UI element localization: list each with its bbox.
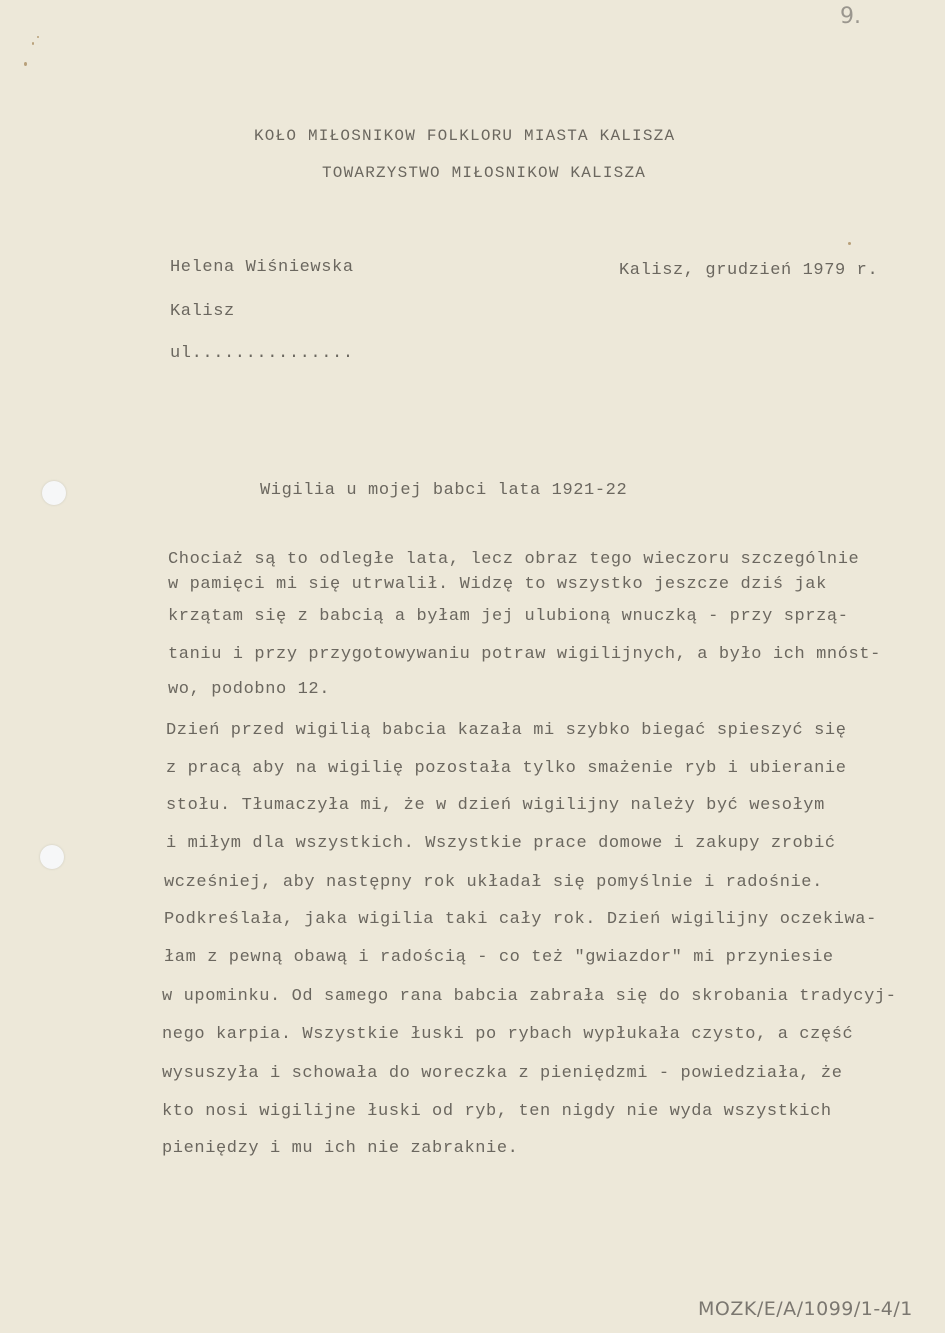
sender-name: Helena Wiśniewska [170, 258, 354, 277]
body-line: stołu. Tłumaczyła mi, że w dzień wigilijny należy być wesołym [166, 796, 825, 815]
body-line: w upominku. Od samego rana babcia zabrała się do skrobania tradycyj- [162, 987, 897, 1006]
paper-speck [848, 242, 851, 245]
body-line: w pamięci mi się utrwalił. Widzę to wszystko jeszcze dziś jak [168, 575, 827, 594]
punch-hole-top [42, 481, 66, 505]
sender-city: Kalisz [170, 302, 235, 321]
body-line: łam z pewną obawą i radością - co też "gwiazdor" mi przyniesie [164, 948, 834, 967]
body-line: taniu i przy przygotowywaniu potraw wigilijnych, a było ich mnóst- [168, 645, 881, 664]
body-line: i miłym dla wszystkich. Wszystkie prace domowe i zakupy zrobić [166, 834, 836, 853]
body-line: Podkreślała, jaka wigilia taki cały rok. Dzień wigilijny oczekiwa- [164, 910, 877, 929]
body-line: kto nosi wigilijne łuski od ryb, ten nigdy nie wyda wszystkich [162, 1102, 832, 1121]
punch-hole-bottom [40, 845, 64, 869]
body-line: wysuszyła i schowała do woreczka z pieniędzmi - powiedziała, że [162, 1064, 843, 1083]
body-line: Chociaż są to odległe lata, lecz obraz tego wieczoru szczególnie [168, 550, 860, 569]
paper-speck [24, 62, 27, 66]
body-line: krzątam się z babcią a byłam jej ulubioną wnuczką - przy sprzą- [168, 607, 849, 626]
sender-street: ul............... [170, 344, 354, 363]
body-line: wo, podobno 12. [168, 680, 331, 699]
body-line: pieniędzy i mu ich nie zabraknie. [162, 1139, 519, 1158]
document-title: Wigilia u mojej babci lata 1921-22 [260, 481, 628, 500]
place-date: Kalisz, grudzień 1979 r. [619, 261, 879, 280]
archive-signature: MOZK/E/A/1099/1-4/1 [698, 1298, 913, 1320]
body-line: wcześniej, aby następny rok układał się pomyślnie i radośnie. [164, 873, 823, 892]
page-number: 9. [840, 4, 861, 29]
header-line-1: KOŁO MIŁOSNIKOW FOLKLORU MIASTA KALISZA [254, 127, 676, 145]
paper-speck [32, 42, 34, 45]
body-line: nego karpia. Wszystkie łuski po rybach wypłukała czysto, a część [162, 1025, 854, 1044]
body-line: z pracą aby na wigilię pozostała tylko smażenie ryb i ubieranie [166, 759, 847, 778]
header-line-2: TOWARZYSTWO MIŁOSNIKOW KALISZA [322, 164, 647, 182]
body-line: Dzień przed wigilią babcia kazała mi szybko biegać spieszyć się [166, 721, 847, 740]
paper-speck [37, 36, 39, 38]
